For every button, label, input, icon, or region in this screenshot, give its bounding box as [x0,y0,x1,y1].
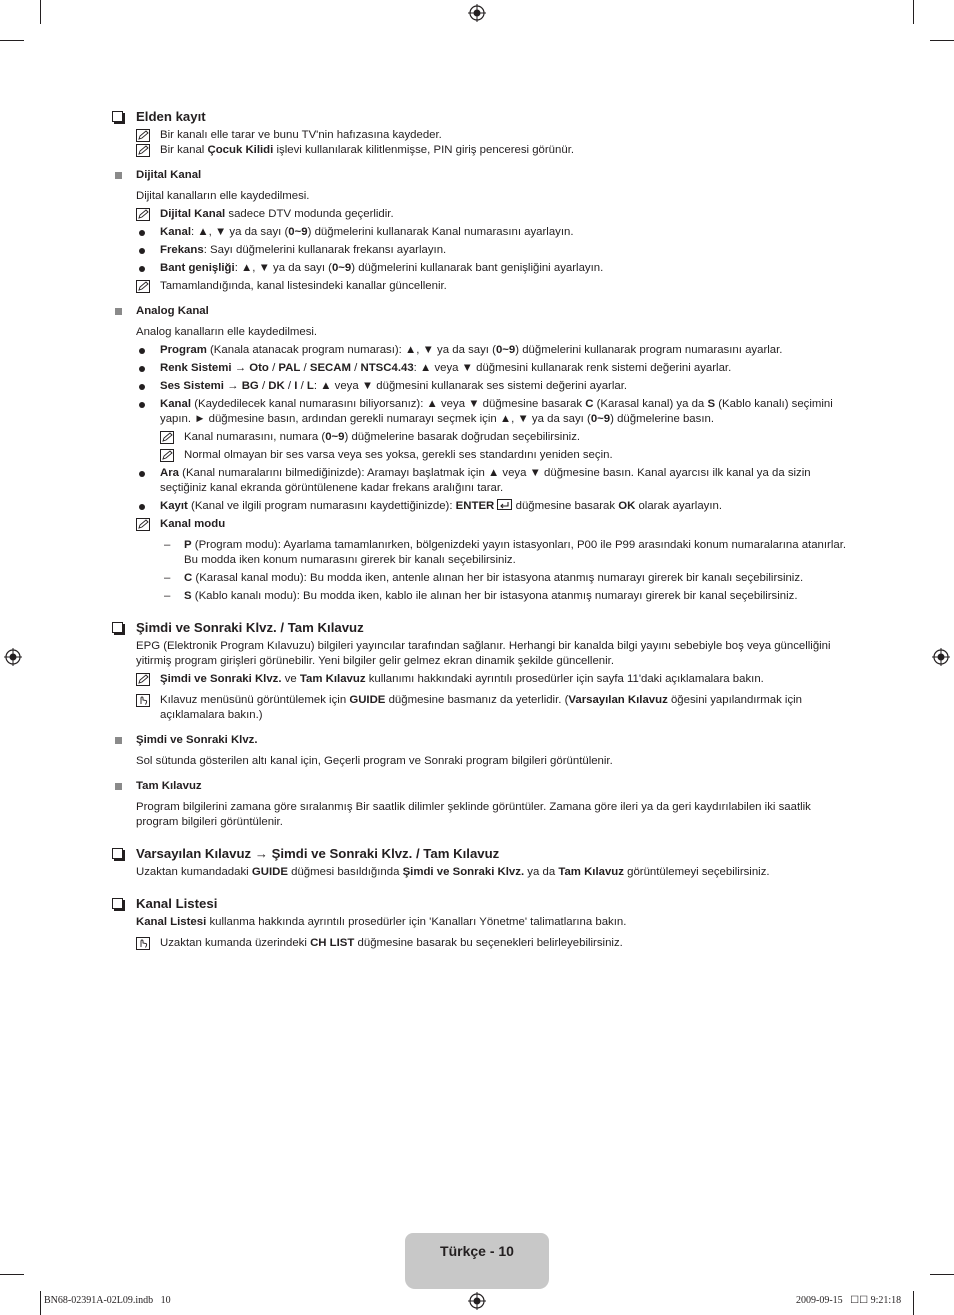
note-item: Dijital Kanal sadece DTV modunda geçerlidir. [112,207,847,222]
subsection-heading-simdi-ve-sonraki-klvz: Şimdi ve Sonraki Klvz. [112,733,847,748]
paragraph: Program bilgilerini zamana göre sıralanmış Bir saatlik dilimler şeklinde görüntüler. Zamana göre ileri ya da geri kaydırılabilen iki saatlik program bilgileri görüntülenir. [136,801,811,828]
paragraph: Kanal Listesi kullanma hakkında ayrıntılı prosedürler için 'Kanalları Yönetme' talimatlarına bakın. [136,916,627,928]
bullet-dot-icon [139,230,145,236]
bullet-item: Frekans: Sayı düğmelerini kullanarak frekansı ayarlayın. [112,243,847,258]
note-item: Bir kanal Çocuk Kilidi işlevi kullanılarak kilitlenmişse, PIN giriş penceresi görünür. [112,143,847,158]
remote-hand-icon [136,937,150,950]
bullet-item: Kanal: ▲, ▼ ya da sayı (0~9) düğmelerini kullanarak Kanal numarasını ayarlayın. [112,225,847,240]
bullet-item: Program (Kanala atanacak program numarası): ▲, ▼ ya da sayı (0~9) düğmelerini kullanarak program numarasını ayarlar. [112,343,847,358]
page-number-tab [405,1233,549,1289]
tip-item: Kılavuz menüsünü görüntülemek için GUIDE düğmesine basmanız da yeterlidir. (Varsayılan Kılavuz öğesini yapılandırmak için açıklamalara bakın.) [112,693,847,723]
crop-mark [930,40,954,41]
registration-mark-icon [468,4,486,22]
paragraph: Sol sütunda gösterilen altı kanal için, Geçerli program ve Sonraki program bilgileri görüntülenir. [136,755,613,767]
square-bullet-icon [115,737,122,744]
bullet-dot-icon [139,384,145,390]
note-pencil-icon [136,144,150,157]
note-item: Tamamlandığında, kanal listesindeki kanallar güncellenir. [112,279,847,294]
section-heading-elden-kayit: Elden kayıt [112,108,847,125]
crop-mark [40,0,41,24]
bullet-item: Kanal (Kaydedilecek kanal numarasını biliyorsanız): ▲ veya ▼ düğmesine basarak C (Karasal kanal) ya da S (Kablo kanalı) seçimini yapın. ► düğmesine basın, ardından gerekli numarayı seçmek için ▲, ▼ ya da sayı (0~9) düğmelerine basın. [112,397,847,427]
note-item: Bir kanalı elle tarar ve bunu TV'nin hafızasına kaydeder. [112,128,847,143]
checkbox-bullet-icon [112,898,123,909]
registration-mark-icon [932,648,950,666]
paragraph: Analog kanalların elle kaydedilmesi. [136,326,318,338]
note-item: Kanal modu [112,517,847,532]
bullet-dot-icon [139,348,145,354]
crop-mark [913,1291,914,1315]
bullet-item: Bant genişliği: ▲, ▼ ya da sayı (0~9) düğmelerini kullanarak bant genişliğini ayarlayın. [112,261,847,276]
note-item: Kanal numarasını, numara (0~9) düğmelerine basarak doğrudan seçebilirsiniz. [112,430,847,445]
note-pencil-icon [160,449,174,462]
subsection-heading-analog-kanal: Analog Kanal [112,304,847,319]
dash-item: – S (Kablo kanalı modu): Bu modda iken, kablo ile alınan her bir istasyona atanmış numarayı girerek bir kanal seçebilirsiniz. [164,590,798,602]
bullet-item: Kayıt (Kanal ve ilgili program numarasını kaydettiğinizde): ENTER düğmesine basarak OK olarak ayarlayın. [112,499,847,514]
bullet-dot-icon [139,402,145,408]
dash-item: – C (Karasal kanal modu): Bu modda iken, antenle alınan her bir istasyona atanmış numarayı girerek bir kanalı seçebilirsiniz. [164,572,804,584]
square-bullet-icon [115,172,122,179]
note-pencil-icon [136,280,150,293]
bullet-item: Ses Sistemi → BG / DK / I / L: ▲ veya ▼ düğmesini kullanarak ses sistemi değerini ayarlar. [112,379,847,394]
crop-mark [0,1274,24,1275]
section-heading-varsayilan-kilavuz: Varsayılan Kılavuz → Şimdi ve Sonraki Klvz. / Tam Kılavuz [112,845,847,862]
bullet-item: Ara (Kanal numaralarını bilmediğinizde): Aramayı başlatmak için ▲ veya ▼ düğmesine basın. Kanal ayarcısı ilk kanal ya da sizin seçtiğiniz kanal ekranda görüntülenene kadar frekans aralığını tarar. [112,466,847,496]
remote-hand-icon [136,694,150,707]
paragraph: Dijital kanalların elle kaydedilmesi. [136,190,310,202]
crop-mark [913,0,914,24]
checkbox-bullet-icon [112,111,123,122]
section-heading-kanal-listesi: Kanal Listesi [112,895,847,912]
note-item: Şimdi ve Sonraki Klvz. ve Tam Kılavuz kullanımı hakkındaki ayrıntılı prosedürler için sayfa 11'daki açıklamalara bakın. [112,672,847,687]
note-pencil-icon [136,208,150,221]
bullet-item: Renk Sistemi → Oto / PAL / SECAM / NTSC4.43: ▲ veya ▼ düğmesini kullanarak renk sistemi değerini ayarlar. [112,361,847,376]
crop-mark [930,1274,954,1275]
enter-key-icon [497,499,512,510]
page-number: Türkçe - 10 [440,1243,514,1259]
square-bullet-icon [115,783,122,790]
registration-mark-icon [468,1292,486,1310]
print-slug-datetime: 2009-09-15 ☐☐ 9:21:18 [796,1295,902,1306]
square-bullet-icon [115,308,122,315]
registration-mark-icon [4,648,22,666]
bullet-dot-icon [139,248,145,254]
note-item: Normal olmayan bir ses varsa veya ses yoksa, gerekli ses standardını yeniden seçin. [112,448,847,463]
paragraph: EPG (Elektronik Program Kılavuzu) bilgileri yayıncılar tarafından sağlanır. Herhangi bir kanalda bilgi yayını sebebiyle boş veya güncelliğini yitirmiş program girişleri görünebilir. Yeni bilgiler gelir gelmez ekran dinamik şekilde güncellenir. [136,640,831,667]
bullet-dot-icon [139,471,145,477]
crop-mark [40,1291,41,1315]
note-pencil-icon [136,673,150,686]
page-content [112,108,847,951]
note-pencil-icon [136,518,150,531]
bullet-dot-icon [139,266,145,272]
paragraph: Uzaktan kumandadaki GUIDE düğmesi basıldığında Şimdi ve Sonraki Klvz. ya da Tam Kılavuz görüntülemeyi seçebilirsiniz. [136,866,770,878]
note-pencil-icon [136,129,150,142]
tip-item: Uzaktan kumanda üzerindeki CH LIST düğmesine basarak bu seçenekleri belirleyebilirsiniz. [112,936,847,951]
section-heading-simdi-ve-sonraki: Şimdi ve Sonraki Klvz. / Tam Kılavuz [112,619,847,636]
bullet-dot-icon [139,366,145,372]
subsection-heading-dijital-kanal: Dijital Kanal [112,168,847,183]
dash-item: – P (Program modu): Ayarlama tamamlanırken, bölgenizdeki yayın istasyonları, P00 ile P99 arasındaki konum numaralarına atanırlar. Bu modda iken konum numarasını girerek bir kanalı seçebilirsiniz. [164,539,847,566]
bullet-dot-icon [139,504,145,510]
checkbox-bullet-icon [112,622,123,633]
print-slug-file: BN68-02391A-02L09.indb 10 [44,1295,171,1306]
crop-mark [0,40,24,41]
subsection-heading-tam-kilavuz: Tam Kılavuz [112,779,847,794]
note-pencil-icon [160,431,174,444]
checkbox-bullet-icon [112,848,123,859]
